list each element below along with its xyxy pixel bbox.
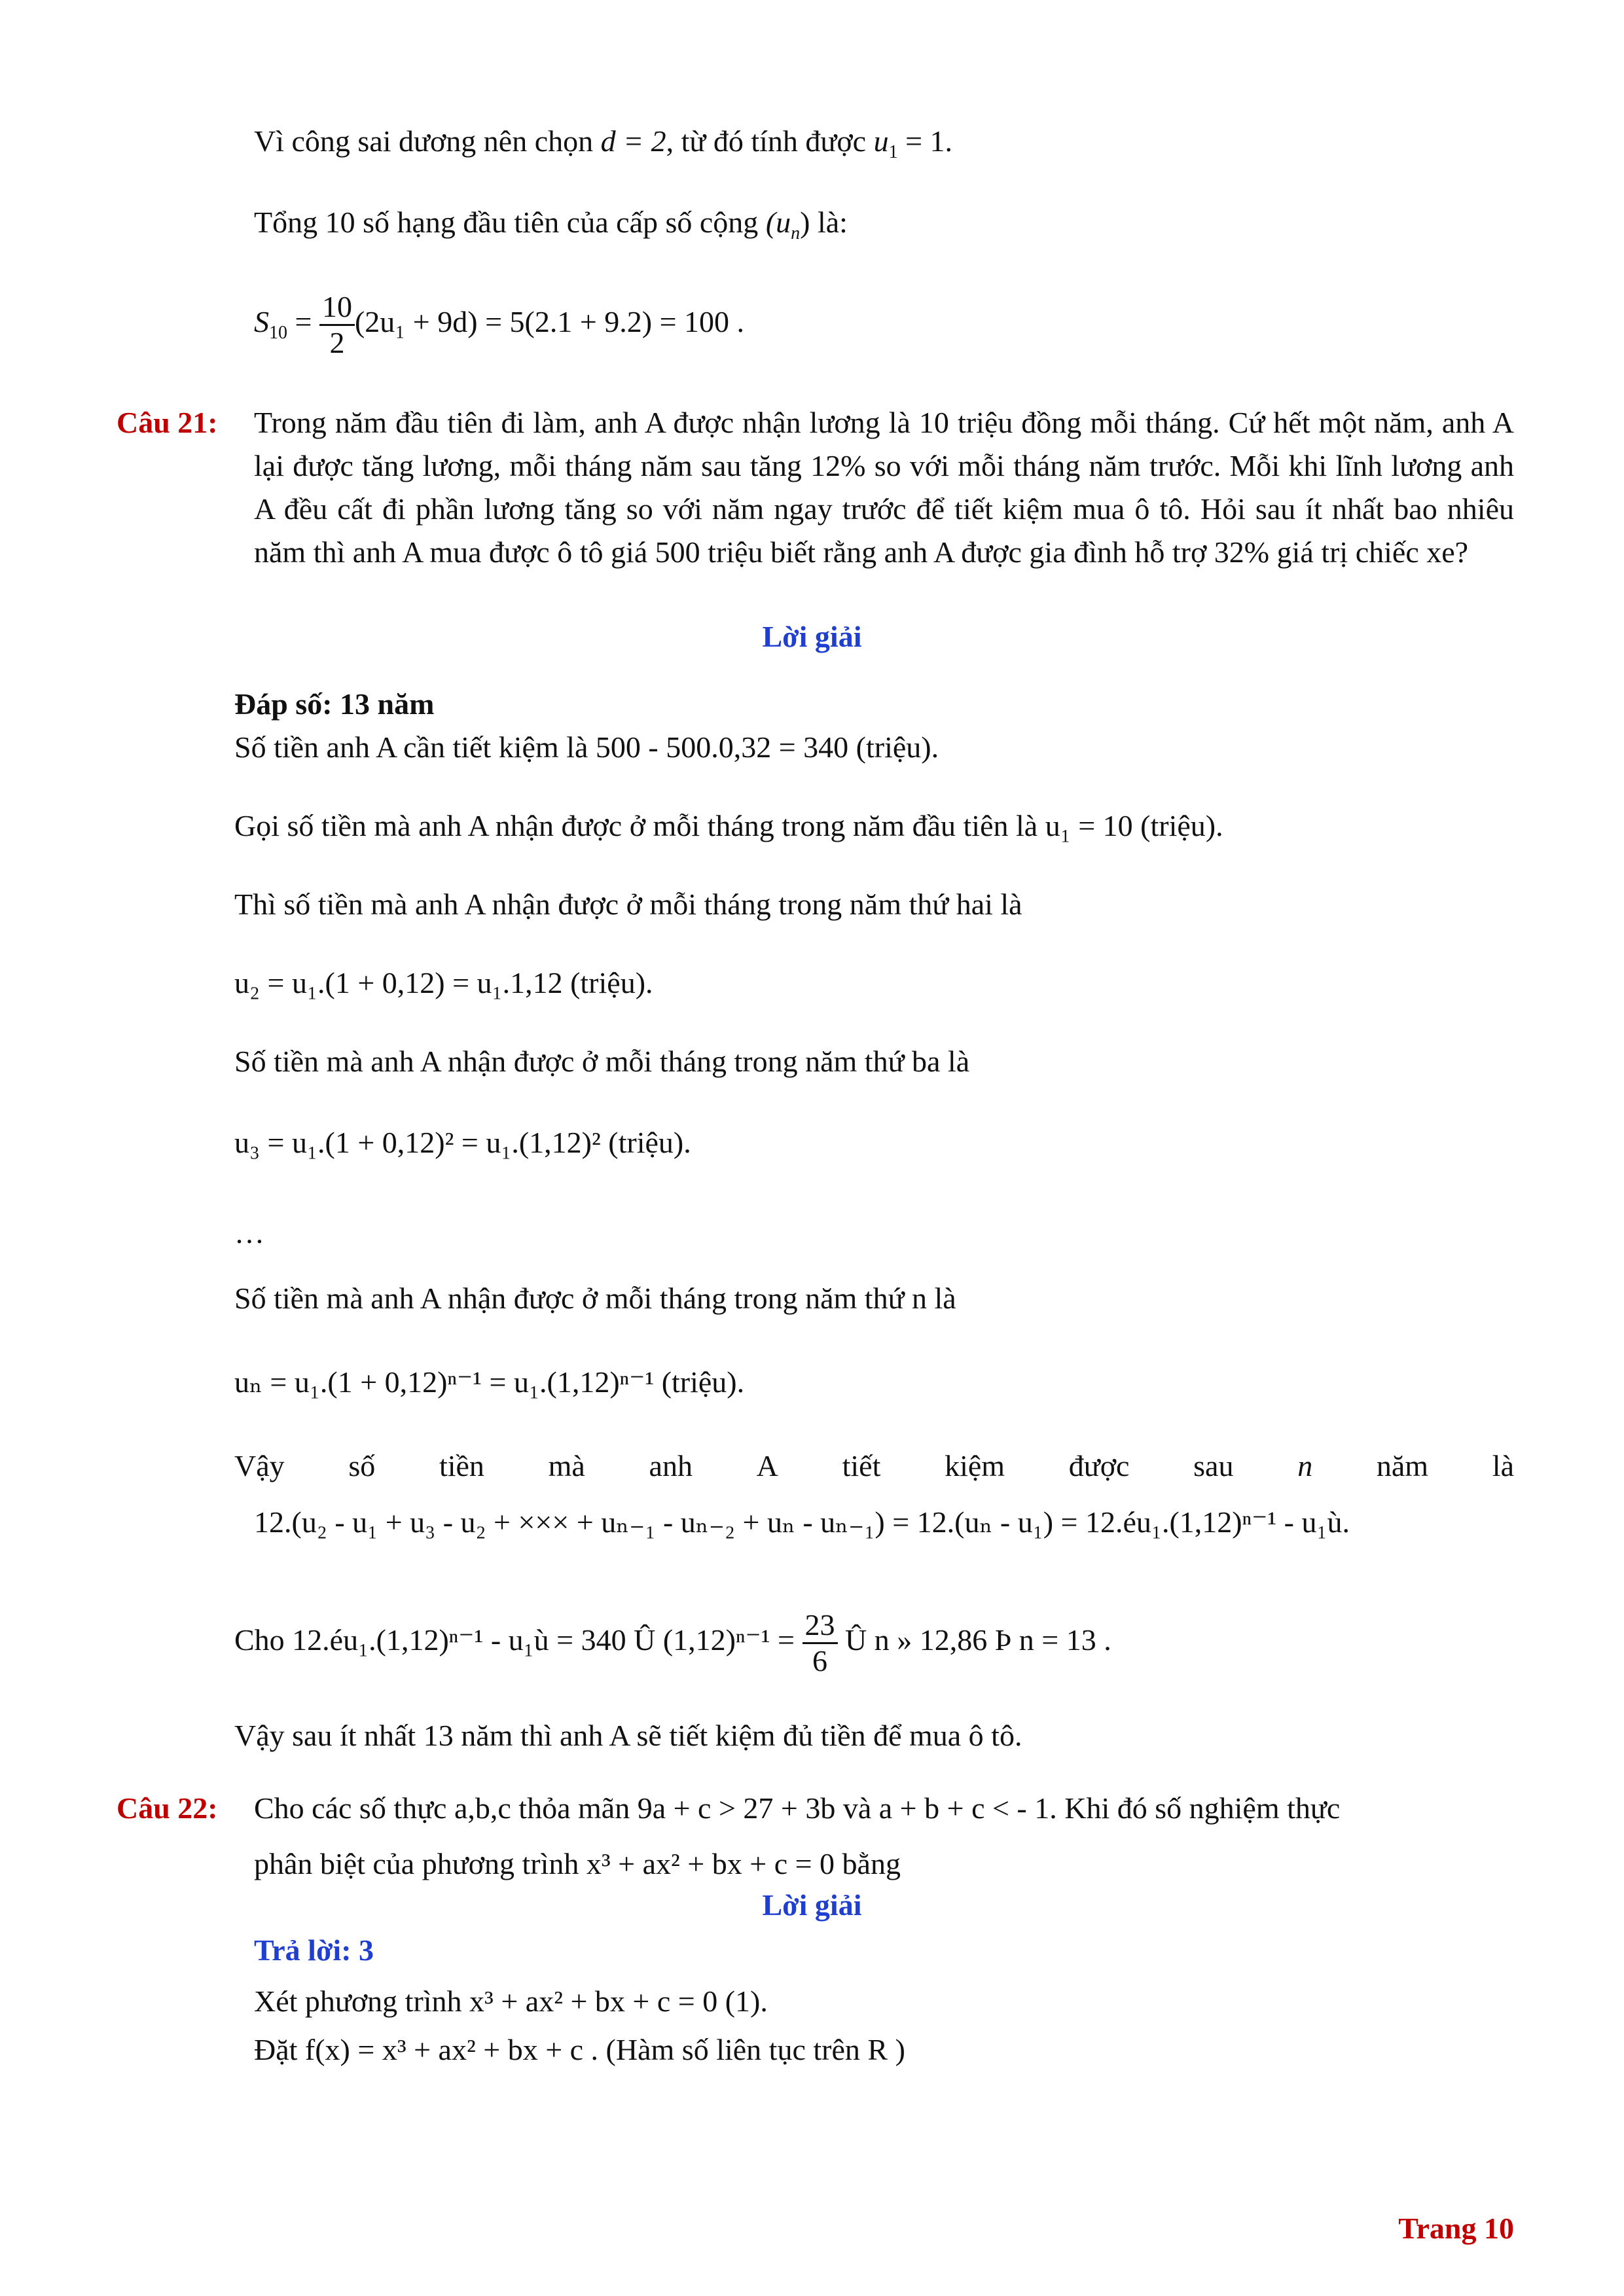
- intro-line-2: [254, 203, 848, 253]
- word: tiền: [439, 1449, 484, 1482]
- text: Vì công sai dương nên chọn: [254, 124, 601, 158]
- page-number: Trang 10: [1398, 2212, 1514, 2245]
- text: Cho 12.éu₁.(1,12)ⁿ⁻¹ - u₁ù = 340 Û (1,12)ⁿ⁻¹ =: [234, 1623, 803, 1657]
- answer-label: Đáp số:: [234, 687, 340, 721]
- answer-22: Trả lời: 3: [254, 1933, 374, 1967]
- answer-value: 13 năm: [340, 687, 435, 721]
- question-21-text: Trong năm đầu tiên đi làm, anh A được nhận lương là 10 triệu đồng mỗi tháng. Cứ hết một năm, anh A lại được tăng lương, mỗi tháng năm sau tăng 12% so với mỗi tháng năm trước. Mỗi khi lĩnh lương anh A đều cất đi phần lương tăng so với năm ngay trước để tiết kiệm mua ô tô. Hỏi sau ít nhất bao nhiêu năm thì anh A mua được ô tô giá 500 triệu biết rằng anh A được gia đình hỗ trợ 32% giá trị chiếc xe?: [254, 406, 1514, 569]
- denominator: 6: [812, 1643, 827, 1677]
- q21-step-10: [234, 1446, 1514, 1486]
- math: d = 2: [600, 124, 666, 158]
- text: Û n » 12,86 Þ n = 13 .: [837, 1623, 1111, 1657]
- text: Tổng 10 số hạng đầu tiên của cấp số cộng: [254, 206, 766, 239]
- math: (u: [765, 206, 791, 239]
- answer-21: [234, 685, 434, 724]
- fraction: [803, 1608, 838, 1678]
- text: ) là:: [800, 206, 848, 239]
- question-22-line-1: Cho các số thực a,b,c thỏa mãn 9a + c > 27 + 3b và a + b + c < - 1. Khi đó số nghiệm thực: [254, 1791, 1341, 1825]
- solution-heading-22: Lời giải: [762, 1888, 862, 1922]
- intro-line-3: [254, 288, 744, 367]
- q21-step-4: u₂ = u₁.(1 + 0,12) = u₁.1,12 (triệu).: [234, 966, 653, 999]
- question-22-label: Câu 22:: [117, 1791, 218, 1825]
- word: số: [348, 1449, 376, 1482]
- fraction: [319, 290, 355, 360]
- q21-step-5: Số tiền mà anh A nhận được ở mỗi tháng trong năm thứ ba là: [234, 1045, 970, 1078]
- numerator: 23: [803, 1608, 838, 1644]
- denominator: 2: [329, 325, 345, 359]
- q21-step-9: uₙ = u₁.(1 + 0,12)ⁿ⁻¹ = u₁.(1,12)ⁿ⁻¹ (triệu).: [234, 1365, 745, 1399]
- text: , từ đó tính được: [666, 124, 874, 158]
- text: =: [287, 305, 319, 338]
- q21-step-7: …: [234, 1216, 264, 1249]
- word: n: [1297, 1449, 1313, 1482]
- word: được: [1068, 1449, 1130, 1482]
- intro-line-1: [254, 122, 952, 172]
- q21-step-13: Vậy sau ít nhất 13 năm thì anh A sẽ tiết kiệm đủ tiền để mua ô tô.: [234, 1719, 1022, 1752]
- word: anh: [649, 1449, 693, 1482]
- question-21-label: Câu 21:: [117, 406, 218, 439]
- q21-step-12: [234, 1601, 1111, 1679]
- math: S: [254, 305, 269, 338]
- word: tiết: [842, 1449, 881, 1482]
- math: u: [873, 124, 889, 158]
- word: sau: [1193, 1449, 1234, 1482]
- word: là: [1492, 1449, 1514, 1482]
- word: Vậy: [234, 1449, 285, 1482]
- question-22-line-2: phân biệt của phương trình x³ + ax² + bx + c = 0 bằng: [254, 1847, 901, 1880]
- q22-step-1: Xét phương trình x³ + ax² + bx + c = 0 (1).: [254, 1984, 768, 2018]
- q21-step-6: u₃ = u₁.(1 + 0,12)² = u₁.(1,12)² (triệu).: [234, 1126, 691, 1159]
- subscript: 10: [269, 323, 287, 343]
- word: kiệm: [945, 1449, 1005, 1482]
- text: (2u₁ + 9d) = 5(2.1 + 9.2) = 100 .: [354, 305, 745, 338]
- word: mà: [548, 1449, 585, 1482]
- word: năm: [1376, 1449, 1429, 1482]
- q21-step-2: Gọi số tiền mà anh A nhận được ở mỗi tháng trong năm đầu tiên là u₁ = 10 (triệu).: [234, 809, 1223, 842]
- q22-step-2: Đặt f(x) = x³ + ax² + bx + c . (Hàm số liên tục trên R ): [254, 2033, 905, 2066]
- subscript: 1: [888, 142, 898, 162]
- numerator: 10: [319, 290, 355, 326]
- subscript: n: [791, 223, 801, 243]
- q21-step-8: Số tiền mà anh A nhận được ở mỗi tháng trong năm thứ n là: [234, 1282, 956, 1315]
- solution-heading-21: Lời giải: [762, 620, 862, 653]
- word: A: [756, 1449, 778, 1482]
- q21-step-3: Thì số tiền mà anh A nhận được ở mỗi tháng trong năm thứ hai là: [234, 888, 1022, 921]
- q21-step-11: 12.(u₂ - u₁ + u₃ - u₂ + ××× + uₙ₋₁ - uₙ₋₂ + uₙ - uₙ₋₁) = 12.(uₙ - u₁) = 12.éu₁.(1,12)ⁿ⁻¹ - u₁ù.: [254, 1505, 1350, 1539]
- q21-step-1: Số tiền anh A cần tiết kiệm là 500 - 500.0,32 = 340 (triệu).: [234, 730, 939, 764]
- text: = 1.: [897, 124, 953, 158]
